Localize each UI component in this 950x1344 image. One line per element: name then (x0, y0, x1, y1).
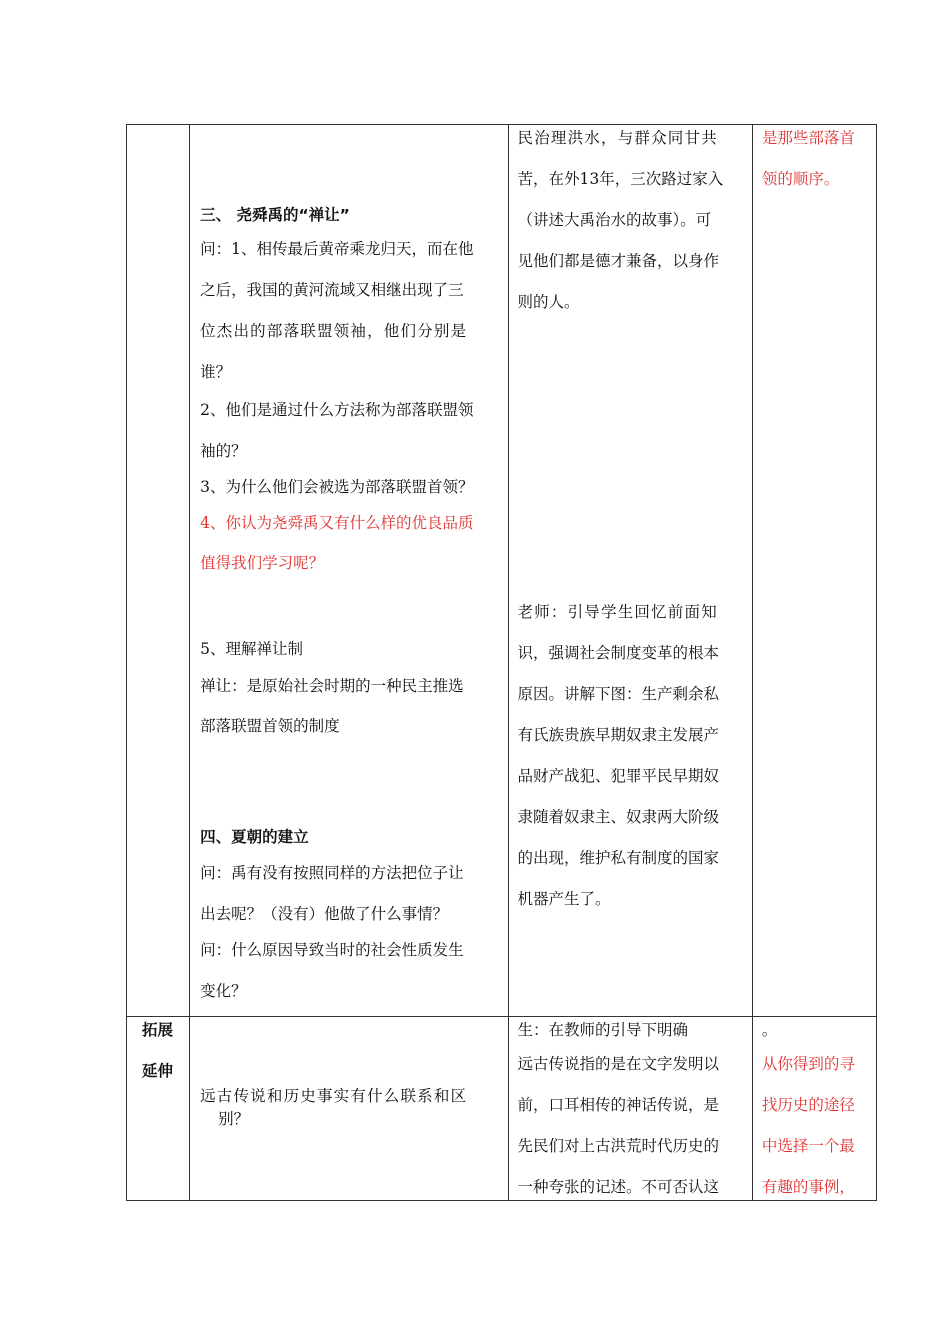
definition-line: 部落联盟首领的制度 (200, 717, 340, 735)
question-line: 远古传说和历史事实有什么联系和区 (200, 1087, 468, 1105)
design-note-mark: 。 (761, 1021, 778, 1039)
activity-line: 前，口耳相传的神话传说，是 (517, 1096, 720, 1114)
activity-line: 有氏族贵族早期奴隶主发展产 (517, 726, 720, 744)
activity-line: 则的人。 (517, 293, 580, 311)
design-note-line: 找历史的途径 (761, 1096, 855, 1114)
teaching-content-cell (190, 125, 508, 1017)
question-line: 变化？ (200, 982, 247, 1000)
activity-line: 机器产生了。 (517, 890, 611, 908)
highlight-question-line: 值得我们学习呢？ (200, 554, 325, 572)
activity-line: 苦，在外13年，三次路过家入 (517, 170, 724, 188)
design-note-line: 是那些部落首 (761, 129, 855, 147)
section-heading-4: 四、夏朝的建立 (200, 828, 309, 846)
table-row (127, 1017, 877, 1201)
table-row (127, 125, 877, 1017)
activity-line: 识，强调社会制度变革的根本 (517, 644, 720, 662)
activity-line: 生：在教师的引导下明确 (517, 1021, 689, 1039)
design-note-line: 有趣的事例， (761, 1178, 855, 1196)
activity-line: 的出现，维护私有制度的国家 (517, 849, 720, 867)
question-line: 问：什么原因导致当时的社会性质发生 (200, 941, 464, 959)
activity-line: 远古传说指的是在文字发明以 (517, 1055, 720, 1073)
activity-line: （讲述大禹治水的故事）。可 (517, 211, 712, 229)
question-line: 位杰出的部落联盟领袖，他们分别是 (200, 322, 468, 340)
activity-line: 原因。讲解下图：生产剩余私 (517, 685, 720, 703)
highlight-question-line: 4、你认为尧舜禹又有什么样的优良品质 (200, 514, 474, 532)
teacher-student-activity-cell (508, 1017, 752, 1201)
teacher-student-activity-cell (508, 125, 752, 1017)
question-line: 2、他们是通过什么方法称为部落联盟领 (200, 401, 474, 419)
activity-line: 民治理洪水，与群众同甘共 (517, 129, 718, 147)
section-heading-3: 三、 尧舜禹的“禅让” (200, 206, 350, 224)
section-label-cell (127, 125, 190, 1017)
question-line: 问：1、相传最后黄帝乘龙归天，而在他 (200, 240, 474, 258)
question-line: 袖的？ (200, 442, 247, 460)
lesson-plan-table (126, 124, 877, 1201)
question-line: 之后，我国的黄河流域又相继出现了三 (200, 281, 464, 299)
question-line: 谁？ (200, 363, 232, 381)
activity-line: 先民们对上古洪荒时代历史的 (517, 1137, 720, 1155)
question-line: 出去呢？（没有）他做了什么事情？ (200, 905, 449, 923)
section-label-cell (127, 1017, 190, 1201)
activity-line: 见他们都是德才兼备，以身作 (517, 252, 720, 270)
design-intent-cell (752, 1017, 876, 1201)
section-label-line: 延伸 (142, 1062, 174, 1080)
activity-line: 一种夸张的记述。不可否认这 (517, 1178, 720, 1196)
design-intent-cell (752, 125, 876, 1017)
question-line: 5、理解禅让制 (200, 640, 303, 658)
activity-line: 老师：引导学生回忆前面知 (517, 603, 718, 621)
section-label-line: 拓展 (142, 1021, 174, 1039)
design-note-line: 领的顺序。 (761, 170, 840, 188)
design-note-line: 从你得到的寻 (761, 1055, 855, 1073)
activity-line: 品财产战犯、犯罪平民早期奴 (517, 767, 720, 785)
question-line: 问：禹有没有按照同样的方法把位子让 (200, 864, 464, 882)
design-note-line: 中选择一个最 (761, 1137, 855, 1155)
question-line: 别？ (218, 1110, 250, 1128)
activity-line: 隶随着奴隶主、奴隶两大阶级 (517, 808, 720, 826)
question-line: 3、为什么他们会被选为部落联盟首领？ (200, 478, 474, 496)
definition-line: 禅让：是原始社会时期的一种民主推选 (200, 677, 464, 695)
teaching-content-cell (190, 1017, 508, 1201)
